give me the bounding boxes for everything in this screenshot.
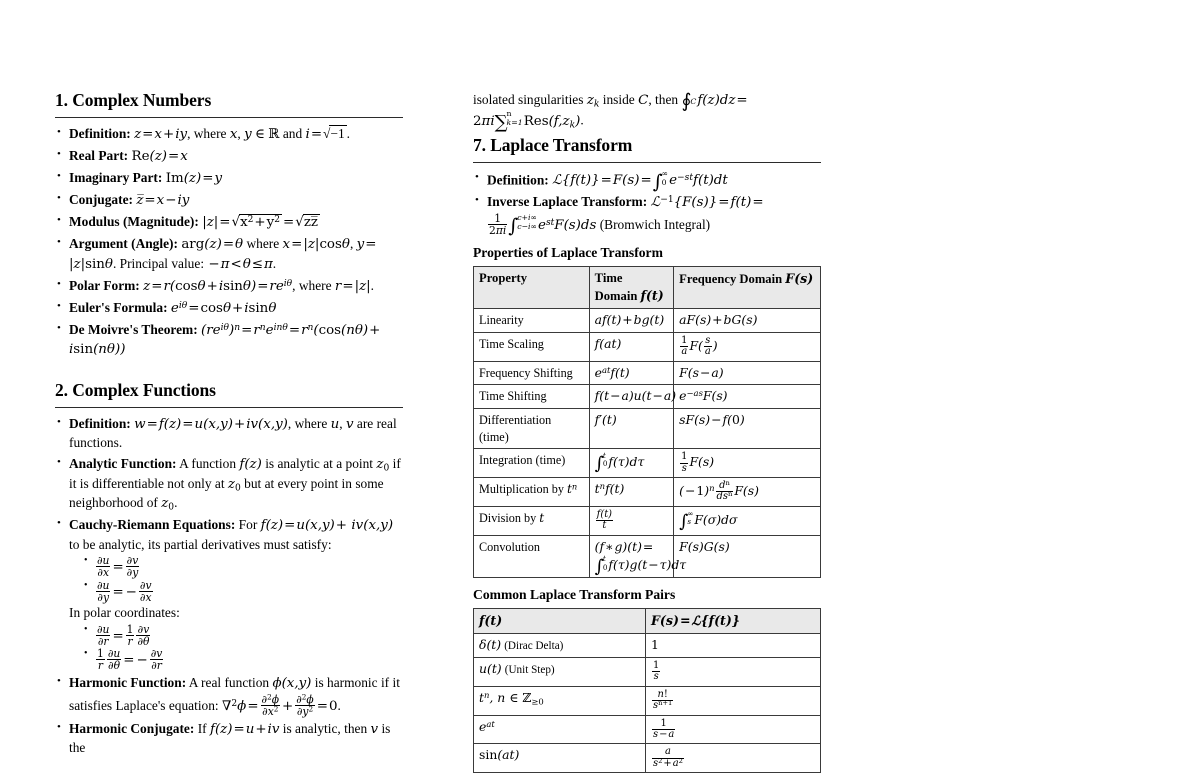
cell-freq: $(-1)^n$ $\frac{d^n}{ds^n}$ F(s)	[674, 477, 821, 506]
cell-fs: $\frac{1}{s}$	[645, 657, 820, 686]
list-item-polar-form: • Polar Form: $z=r(\cos\theta+isin\theta)=re^{i\theta}$, where r=|z|.	[55, 277, 403, 297]
term-label: Argument (Angle):	[69, 236, 178, 251]
properties-table-caption: Properties of Laplace Transform	[473, 245, 663, 261]
math-expression: w=f(z)=u(x,y)+iv(x,y)	[134, 416, 288, 432]
header-fs: F(s)=ℒ{f(t)}	[645, 608, 820, 633]
table-row	[474, 385, 821, 409]
cell-fs: 1	[645, 633, 820, 657]
cell-property: Frequency Shifting	[474, 361, 590, 385]
term-label: Harmonic Conjugate:	[69, 720, 195, 736]
cell-property: Differentiation (time)	[474, 409, 590, 449]
list-item-cauchy-riemann: • Cauchy-Riemann Equations: For f(z)=u(x,y)+ iv(x,y) to be analytic, its partial derivatives must satisfy: • $\frac{\partial u}{\partial x}$ = $\frac{\partial v}{\partial y}$ • $\frac{\partial u}{\partial y}$ = − $\frac{\partial v}{\partial x}$ In polar coordinates: • $\frac{\partial u}{\partial r}$ = $\frac{1}{r}$ $\frac{\partial v}{\partial\theta}$ • $\frac{1}{r}$ $\frac{\partial u}{\partial\theta}$ = − $\frac{\partial v}{\partial r}$	[55, 516, 403, 672]
cell-freq: $\frac{1}{a}$ F( $\frac{s}{a}$ )	[674, 332, 821, 361]
cell-note: (Dirac Delta)	[504, 639, 564, 652]
list-item-eulers-formula	[55, 299, 403, 319]
term-label: Inverse Laplace Transform:	[487, 194, 648, 210]
cauchy-riemann-polar	[69, 624, 403, 672]
cell-fs: $\frac{n!}{s^{n+1}}$	[645, 686, 820, 715]
cell-property: Multiplication by $t^n$	[474, 477, 590, 506]
list-item-analytic-function: • Analytic Function: A function f(z) is analytic at a point $z_0$ if it is differentiable not only at $z_0$ but at every point in some neighborhood of $z_0$.	[55, 455, 403, 514]
cr-polar-equation-1: • $\frac{\partial u}{\partial r}$ = $\frac{1}{r}$ $\frac{\partial v}{\partial\theta}$	[83, 624, 403, 648]
math-expression: z=x+iy	[134, 127, 188, 142]
list-item-real-part	[55, 147, 403, 167]
header-ft: f(t)	[474, 608, 646, 633]
table-row	[474, 477, 821, 506]
table-row	[474, 633, 821, 657]
right-column	[473, 90, 821, 769]
cell-ft: δ(t) (Dirac Delta)	[474, 633, 646, 657]
pairs-table-caption: Common Laplace Transform Pairs	[473, 586, 676, 602]
list-item-harmonic-function: • Harmonic Function: A real function ϕ(x,y) is harmonic if it satisfies Laplace's equation: ∇$^2$ϕ= $\frac{\partial^2\phi}{\partial x^2}$ + $\frac{\partial^2\phi}{\partial y^2}$ =0.	[55, 674, 403, 717]
table-header-row	[474, 608, 821, 633]
cell-time: $e^{at}f(t)$	[589, 361, 673, 385]
cell-ft: u(t) (Unit Step)	[474, 657, 646, 686]
term-label: Definition:	[487, 172, 549, 188]
heading-rule	[55, 407, 403, 408]
list-item-argument: • Argument (Angle): arg(z)=θ where x=|z|cosθ, y= |z|sinθ. Principal value: −π<θ≤π.	[55, 235, 403, 274]
math-expression: $z=r(\cos\theta+isin\theta)=re^{i\theta}$	[143, 278, 293, 294]
cell-freq: aF(s)+bG(s)	[674, 309, 821, 333]
term-label: Harmonic Function:	[69, 675, 187, 690]
list-item-laplace-definition	[473, 170, 821, 191]
table-row	[474, 409, 821, 449]
cell-freq: F(s)G(s)	[674, 535, 821, 577]
table-row	[474, 744, 821, 773]
cr-polar-equation-2: • $\frac{1}{r}$ $\frac{\partial u}{\partial\theta}$ = − $\frac{\partial v}{\partial r}$	[83, 648, 403, 672]
heading-rule	[55, 117, 403, 118]
cell-property: Convolution	[474, 535, 590, 577]
laplace-pairs-table	[473, 608, 821, 773]
cell-note: (Unit Step)	[504, 663, 555, 676]
cell-time: $t^nf(t)$	[589, 477, 673, 506]
cell-freq: $e^{-as}F(s)$	[674, 385, 821, 409]
math-expression: Im(z)=y	[165, 171, 223, 186]
header-time-domain: Time Domain f(t)	[589, 267, 673, 309]
cell-property: Time Scaling	[474, 332, 590, 361]
cell-freq: sF(s)−f(0)	[674, 409, 821, 449]
term-label: Definition:	[69, 415, 131, 431]
math-expression: ℒ{f(t)}=F(s)=∫ ∞ 0 $e^{-st}f(t)dt$	[552, 168, 728, 193]
term-label: Imaginary Part:	[69, 170, 163, 185]
term-label: Modulus (Magnitude):	[69, 214, 199, 229]
math-expression: Re(z)=x	[131, 149, 188, 164]
heading-rule	[473, 162, 821, 163]
math-expression: $(re^{i\theta})^n=r^ne^{in\theta}=r^n(\cos(n\theta)+$	[201, 322, 381, 338]
term-label: De Moivre's Theorem:	[69, 321, 198, 337]
term-label: Analytic Function:	[69, 456, 177, 471]
table-row	[474, 686, 821, 715]
math-expression: arg(z)=θ	[181, 237, 244, 252]
cell-property: Linearity	[474, 309, 590, 333]
math-expression: z̅=x−iy	[136, 193, 190, 208]
table-row	[474, 715, 821, 744]
laplace-transform-list	[473, 170, 821, 237]
term-label: Cauchy-Riemann Equations:	[69, 517, 236, 532]
table-row	[474, 657, 821, 686]
table-row	[474, 506, 821, 535]
cell-freq: $\frac{1}{s}$ F(s)	[674, 449, 821, 478]
cell-fs: $\frac{a}{s^2+a^2}$	[645, 744, 820, 773]
section-heading-complex-functions: 2. Complex Functions	[55, 379, 216, 400]
cell-time: f(at)	[589, 332, 673, 361]
cell-ft: sin(at)	[474, 744, 646, 773]
table-row	[474, 309, 821, 333]
cell-freq: F(s−a)	[674, 361, 821, 385]
list-item-definition: • Definition: z=x+iy, where x, y ∈ ℝ and i=√−1 .	[55, 125, 403, 145]
cell-freq: ∫ ∞ s F(σ)dσ	[674, 506, 821, 535]
cell-property: Integration (time)	[474, 449, 590, 478]
list-item-inverse-laplace: • Inverse Laplace Transform: ℒ$^{-1}${F(s)}=f(t)= $\frac{1}{2\pi i}$ ∫ c+i∞ c−i∞ $e^{st}F(s)ds$ (Bromwich Integral)	[473, 193, 821, 236]
cell-property: Time Shifting	[474, 385, 590, 409]
cell-time: f′(t)	[589, 409, 673, 449]
term-label: Euler's Formula:	[69, 299, 168, 315]
cr-equation-2: • $\frac{\partial u}{\partial y}$ = − $\frac{\partial v}{\partial x}$	[83, 580, 403, 604]
term-label: Polar Form:	[69, 277, 140, 293]
term-label: Real Part:	[69, 148, 129, 163]
table-row	[474, 332, 821, 361]
residue-theorem-continuation: isolated singularities $z_k$ inside C, then ∮ C f(z)dz= 2πi∑ n k=1 $Res(f,z_k)$.	[473, 90, 748, 133]
list-item-conjugate	[55, 191, 403, 211]
math-expression: $|z|=√x^2+y^2$ =√zz̅	[202, 214, 318, 230]
cell-time: $\frac{f(t)}{t}$	[589, 506, 673, 535]
cauchy-riemann-equations	[69, 555, 403, 603]
cell-ft: $t^n$, n ∈ ℤ$_{\ge 0}$	[474, 686, 646, 715]
header-frequency-domain: Frequency Domain F(s)	[674, 267, 821, 309]
table-header-row	[474, 267, 821, 309]
cell-time: af(t)+bg(t)	[589, 309, 673, 333]
list-item-de-moivres-theorem: • De Moivre's Theorem: $(re^{i\theta})^n=r^ne^{in\theta}=r^n(\cos(n\theta)+ isin(n\theta))$	[55, 321, 403, 360]
list-item-definition: • Definition: w=f(z)=u(x,y)+iv(x,y), where u, v are real functions.	[55, 415, 403, 453]
list-item-harmonic-conjugate-cutoff: • Harmonic Conjugate: If f(z)=u+iv is analytic, then v is the	[55, 720, 403, 758]
cell-ft: $e^{at}$	[474, 715, 646, 744]
math-expression: ℒ$^{-1}${F(s)}=f(t)=	[650, 195, 764, 211]
polar-coordinates-note: In polar coordinates:	[69, 605, 180, 620]
section-heading-laplace-transform: 7. Laplace Transform	[473, 134, 633, 155]
laplace-properties-table	[473, 266, 821, 578]
table-row	[474, 361, 821, 385]
two-column-layout	[0, 90, 1191, 769]
header-property: Property	[474, 267, 590, 309]
cell-time: f(t−a)u(t−a)	[589, 385, 673, 409]
term-label: Definition:	[69, 126, 131, 141]
table-row	[474, 535, 821, 577]
section-heading-complex-numbers: 1. Complex Numbers	[55, 90, 212, 110]
cr-equation-1: • $\frac{\partial u}{\partial x}$ = $\frac{\partial v}{\partial y}$	[83, 555, 403, 579]
cell-fs: $\frac{1}{s-a}$	[645, 715, 820, 744]
complex-functions-list	[55, 415, 403, 758]
cell-time: ∫ t 0 f(τ)dτ	[589, 449, 673, 478]
list-item-modulus	[55, 213, 403, 233]
table-row	[474, 449, 821, 478]
list-item-imaginary-part	[55, 169, 403, 189]
cell-property: Division by t	[474, 506, 590, 535]
left-column	[55, 90, 403, 755]
complex-numbers-list	[55, 125, 403, 360]
term-label: Conjugate:	[69, 192, 133, 207]
cell-time: (f∗g)(t)= ∫ t 0 f(τ)g(t−τ)dτ	[589, 535, 673, 577]
math-expression: $e^{i\theta}=\cos\theta+isin\theta$	[170, 300, 277, 316]
